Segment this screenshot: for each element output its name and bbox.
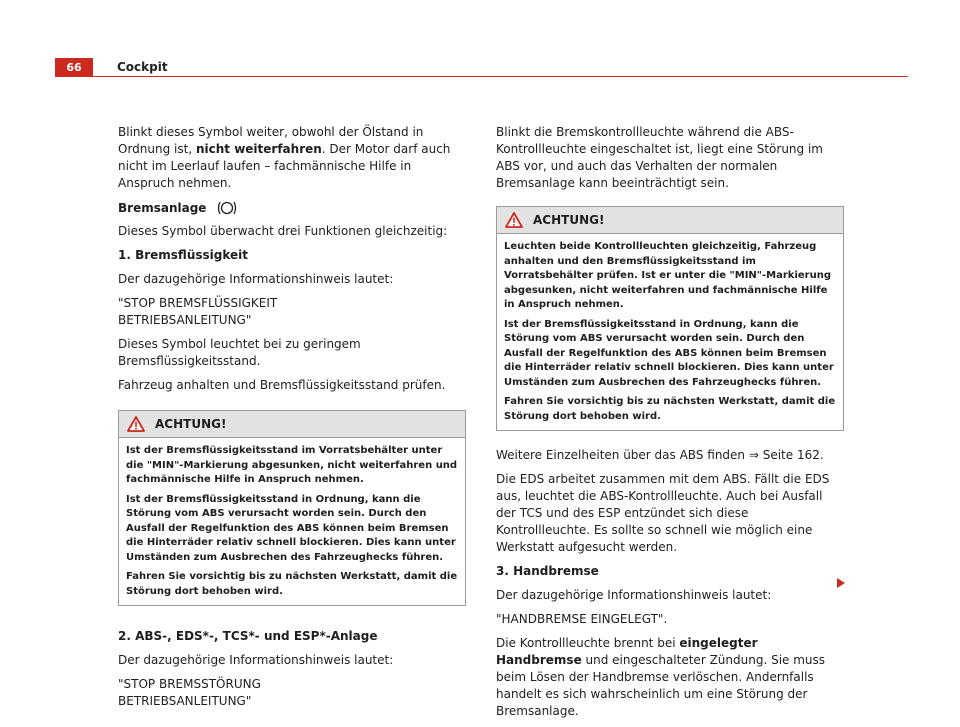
oil-paragraph: Blinkt dieses Symbol weiter, obwohl der Ölstand in Ordnung ist, nicht weiterfahren. Der Motor darf auch nicht im Leerlauf laufen – fachmännische Hilfe in Anspruch nehmen.	[118, 125, 451, 190]
warning-header	[497, 207, 843, 234]
brake-heading: Bremsanlage	[118, 200, 207, 215]
fluid-low-paragraph: Dieses Symbol leuchtet bei zu geringem Bremsflüssigkeitsstand.	[118, 337, 361, 368]
info-note-label: Der dazugehörige Informationshinweis lautet:	[118, 653, 394, 667]
abs-reference[interactable]: Weitere Einzelheiten über das ABS finden ⇒ Seite 162.	[496, 448, 824, 462]
warning-triangle-icon	[505, 212, 523, 228]
warning-body: Leuchten beide Kontrollleuchten gleichzeitig, Fahrzeug anhalten und den Bremsflüssigkeitsstand im Vorratsbehälter prüfen. Ist er unter die "MIN"-Markierung abgesunken, nicht weiterfahren und fachmännische Hilfe in Anspruch nehmen. Ist der Bremsflüssigkeitsstand in Ordnung, kann die Störung vom ABS verursacht worden sein. Durch den Ausfall der Regelfunktion des ABS können beim Bremsen die Hinterräder relativ schnell blockieren. Dies kann unter Umständen zum Ausbrechen des Fahrzeughecks führen. Fahren Sie vorsichtig bis zu nächsten Werkstatt, damit die Störung dort behoben wird.	[504, 241, 836, 422]
brake-intro: Dieses Symbol überwacht drei Funktionen gleichzeitig:	[118, 224, 448, 238]
warning-triangle-icon	[127, 416, 145, 432]
brake-warning-icon	[216, 199, 238, 217]
eds-paragraph: Die EDS arbeitet zusammen mit dem ABS. Fällt die EDS aus, leuchtet die ABS-Kontrollleuchte. Auch bei Ausfall der TCS und des ESP entzündet sich diese Kontrollleuchte. Es sollte so schnell wie möglich eine Werkstatt aufgesucht werden.	[496, 472, 830, 554]
info-note-label: Der dazugehörige Informationshinweis lautet:	[118, 272, 394, 286]
handbrake-paragraph: Die Kontrollleuchte brennt bei eingelegter Handbremse und eingeschalteter Zündung. Sie muss beim Lösen der Handbremse verlöschen. Andernfalls handelt es sich wahrscheinlich um eine Störung der Bremsanlage.	[496, 636, 826, 718]
right-column	[496, 124, 846, 727]
info-note-label: Der dazugehörige Informationshinweis lautet:	[496, 588, 772, 602]
info-message: "STOP BREMSFLÜSSIGKEIT BETRIEBSANLEITUNG"	[118, 296, 278, 327]
warning-header	[119, 411, 465, 438]
heading-abs-eds: 2. ABS-, EDS*-, TCS*- und ESP*-Anlage	[118, 629, 378, 643]
section-title: Cockpit	[117, 60, 168, 74]
warning-box	[496, 206, 844, 431]
abs-brake-paragraph: Blinkt die Bremskontrollleuchte während die ABS-Kontrollleuchte eingeschaltet ist, liegt eine Störung im ABS vor, und auch das Verhalten der normalen Bremsanlage kann beeinträchtigt sein.	[496, 125, 823, 190]
warning-body: Ist der Bremsflüssigkeitsstand im Vorratsbehälter unter die "MIN"-Markierung abgesunken, nicht weiterfahren und fachmännische Hilfe in Anspruch nehmen. Ist der Bremsflüssigkeitsstand in Ordnung, kann die Störung vom ABS verursacht worden sein. Durch den Ausfall der Regelfunktion des ABS können beim Bremsen die Hinterräder relativ schnell blockieren. Dies kann unter Umständen zum Ausbrechen des Fahrzeughecks führen. Fahren Sie vorsichtig bis zu nächsten Werkstatt, damit die Störung dort behoben wird.	[126, 445, 458, 597]
brake-heading-row	[118, 199, 468, 217]
info-message: "STOP BREMSSTÖRUNG BETRIEBSANLEITUNG"	[118, 677, 261, 708]
warning-box	[118, 410, 466, 606]
left-column	[118, 124, 468, 717]
warning-title: ACHTUNG!	[533, 212, 605, 227]
warning-title: ACHTUNG!	[155, 416, 227, 431]
next-page-arrow-icon[interactable]	[837, 578, 845, 588]
heading-handbrake: 3. Handbremse	[496, 564, 599, 578]
page-number: 66	[55, 58, 93, 76]
heading-brake-fluid: 1. Bremsflüssigkeit	[118, 248, 249, 262]
info-message: "HANDBREMSE EINGELEGT".	[496, 612, 668, 626]
header-divider	[55, 76, 908, 77]
bold-phrase: eingelegter Handbremse	[496, 636, 758, 667]
bold-phrase: nicht weiterfahren	[195, 142, 322, 156]
fluid-check-paragraph: Fahrzeug anhalten und Bremsflüssigkeitsstand prüfen.	[118, 378, 446, 392]
